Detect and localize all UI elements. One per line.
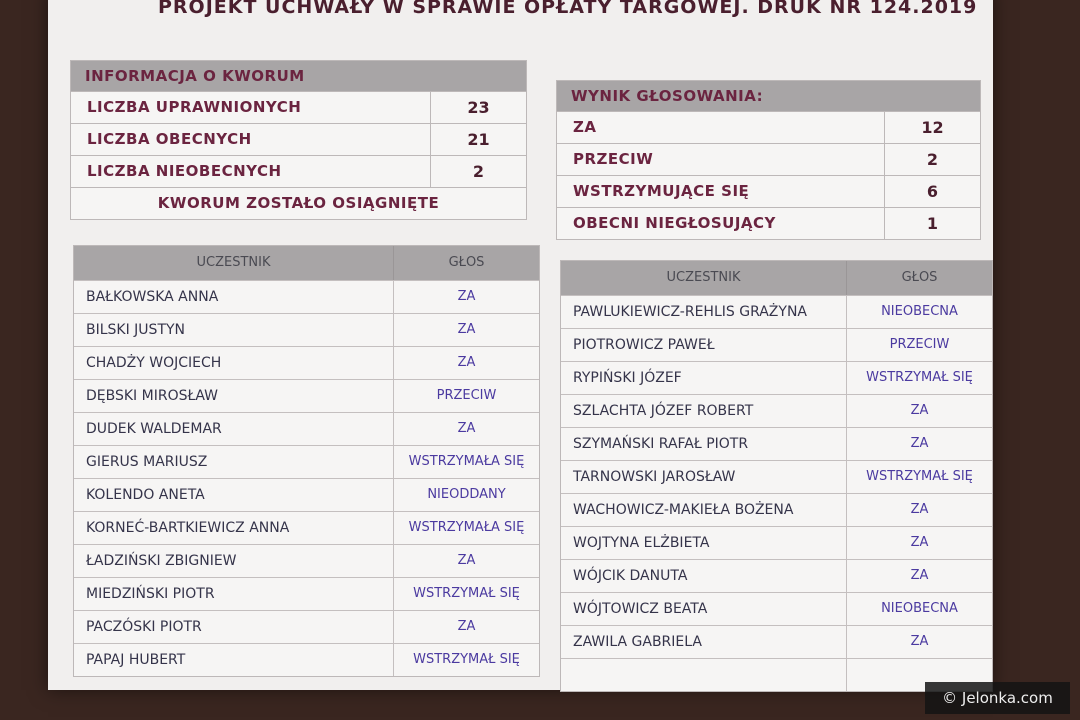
- participant-vote: ZA: [393, 413, 539, 445]
- participant-name: WACHOWICZ-MAKIEŁA BOŻENA: [573, 502, 794, 518]
- wynik-value: 6: [884, 176, 980, 207]
- participants-table-left: [73, 245, 540, 677]
- table-row: [561, 394, 992, 427]
- table-row: [561, 361, 992, 394]
- kworum-row: [71, 91, 526, 123]
- participant-name: WOJTYNA ELŻBIETA: [573, 535, 710, 551]
- table-row: [561, 592, 992, 625]
- table-row: [74, 478, 539, 511]
- table-row: [561, 559, 992, 592]
- copyright-watermark: © Jelonka.com: [925, 682, 1070, 714]
- table-row: [561, 625, 992, 658]
- kworum-title: INFORMACJA O KWORUM: [71, 61, 526, 91]
- wynik-label: OBECNI NIEGŁOSUJĄCY: [573, 214, 776, 232]
- participant-vote: ZA: [393, 611, 539, 643]
- participant-name: ZAWILA GABRIELA: [573, 634, 702, 650]
- table-row: [561, 460, 992, 493]
- participant-vote: WSTRZYMAŁ SIĘ: [393, 578, 539, 610]
- table-row: [74, 412, 539, 445]
- participant-name: CHADŻY WOJCIECH: [86, 355, 222, 371]
- participant-vote: NIEOBECNA: [846, 296, 992, 328]
- participant-name: PACZÓSKI PIOTR: [86, 619, 202, 635]
- wynik-row: [557, 175, 980, 207]
- participant-name: SZYMAŃSKI RAFAŁ PIOTR: [573, 436, 749, 452]
- participants-table-right: [560, 260, 993, 692]
- participant-vote: ZA: [846, 494, 992, 526]
- column-header-vote: GŁOS: [846, 261, 992, 295]
- wynik-label: PRZECIW: [573, 150, 654, 168]
- participant-vote: WSTRZYMAŁ SIĘ: [846, 362, 992, 394]
- participant-name: DĘBSKI MIROSŁAW: [86, 388, 218, 404]
- table-row: [561, 328, 992, 361]
- wynik-panel: [556, 80, 981, 240]
- kworum-row: [71, 123, 526, 155]
- kworum-label: LICZBA OBECNYCH: [87, 130, 252, 148]
- participant-name: WÓJTOWICZ BEATA: [573, 601, 708, 617]
- participant-name: ŁADZIŃSKI ZBIGNIEW: [86, 553, 237, 569]
- kworum-label: LICZBA NIEOBECNYCH: [87, 162, 282, 180]
- participant-name: BAŁKOWSKA ANNA: [86, 289, 219, 305]
- table-row: [74, 379, 539, 412]
- participant-name: KOLENDO ANETA: [86, 487, 205, 503]
- participant-name: GIERUS MARIUSZ: [86, 454, 208, 470]
- participant-vote: ZA: [846, 560, 992, 592]
- table-row: [74, 577, 539, 610]
- participant-name: BILSKI JUSTYN: [86, 322, 186, 338]
- table-row: [74, 544, 539, 577]
- kworum-value: 2: [430, 156, 526, 187]
- participant-vote: ZA: [393, 281, 539, 313]
- kworum-status: KWORUM ZOSTAŁO OSIĄGNIĘTE: [71, 187, 526, 219]
- participant-vote: ZA: [846, 395, 992, 427]
- table-row: [561, 493, 992, 526]
- participant-name: DUDEK WALDEMAR: [86, 421, 222, 437]
- kworum-label: LICZBA UPRAWNIONYCH: [87, 98, 302, 116]
- participant-vote: ZA: [846, 527, 992, 559]
- participant-vote: ZA: [846, 626, 992, 658]
- participant-vote: ZA: [393, 347, 539, 379]
- table-row: [74, 346, 539, 379]
- participant-name: PIOTROWICZ PAWEŁ: [573, 337, 715, 353]
- participant-name: TARNOWSKI JAROSŁAW: [573, 469, 736, 485]
- column-header-vote: GŁOS: [393, 246, 539, 280]
- wynik-row: [557, 207, 980, 239]
- participant-name: KORNEĆ-BARTKIEWICZ ANNA: [86, 520, 290, 536]
- participant-vote: NIEOBECNA: [846, 593, 992, 625]
- participant-name: WÓJCIK DANUTA: [573, 568, 688, 584]
- table-row: [74, 610, 539, 643]
- participant-name: [561, 659, 846, 691]
- participant-vote: NIEODDANY: [393, 479, 539, 511]
- wynik-value: 2: [884, 144, 980, 175]
- table-row: [561, 427, 992, 460]
- table-row: [74, 280, 539, 313]
- wynik-row: [557, 143, 980, 175]
- wynik-label: ZA: [573, 118, 597, 136]
- participant-vote: WSTRZYMAŁ SIĘ: [393, 644, 539, 676]
- table-header: [561, 261, 992, 295]
- column-header-participant: UCZESTNIK: [196, 255, 271, 270]
- table-row: [74, 445, 539, 478]
- participant-name: PAWLUKIEWICZ-REHLIS GRAŻYNA: [573, 304, 807, 320]
- table-row: [74, 643, 539, 676]
- wynik-label: WSTRZYMUJĄCE SIĘ: [573, 182, 750, 200]
- participant-vote: WSTRZYMAŁA SIĘ: [393, 512, 539, 544]
- kworum-row: [71, 155, 526, 187]
- wynik-title: WYNIK GŁOSOWANIA:: [557, 81, 980, 111]
- kworum-value: 23: [430, 92, 526, 123]
- projector-screen: [48, 0, 993, 690]
- participant-name: PAPAJ HUBERT: [86, 652, 186, 668]
- document-title: PROJEKT UCHWAŁY W SPRAWIE OPŁATY TARGOWEJ. DRUK NR 124.2019: [158, 0, 978, 18]
- participant-vote: PRZECIW: [393, 380, 539, 412]
- participant-vote: ZA: [846, 428, 992, 460]
- kworum-panel: [70, 60, 527, 220]
- kworum-value: 21: [430, 124, 526, 155]
- participant-vote: ZA: [393, 314, 539, 346]
- participant-name: RYPIŃSKI JÓZEF: [573, 370, 682, 386]
- table-row: [74, 313, 539, 346]
- participant-name: SZLACHTA JÓZEF ROBERT: [573, 403, 754, 419]
- table-row: [561, 295, 992, 328]
- table-row: [74, 511, 539, 544]
- participant-vote: ZA: [393, 545, 539, 577]
- participant-name: MIEDZIŃSKI PIOTR: [86, 586, 215, 602]
- wynik-value: 1: [884, 208, 980, 239]
- participant-vote: WSTRZYMAŁ SIĘ: [846, 461, 992, 493]
- participant-vote: WSTRZYMAŁA SIĘ: [393, 446, 539, 478]
- table-row: [561, 526, 992, 559]
- table-header: [74, 246, 539, 280]
- participant-vote: PRZECIW: [846, 329, 992, 361]
- wynik-row: [557, 111, 980, 143]
- column-header-participant: UCZESTNIK: [666, 270, 741, 285]
- wynik-value: 12: [884, 112, 980, 143]
